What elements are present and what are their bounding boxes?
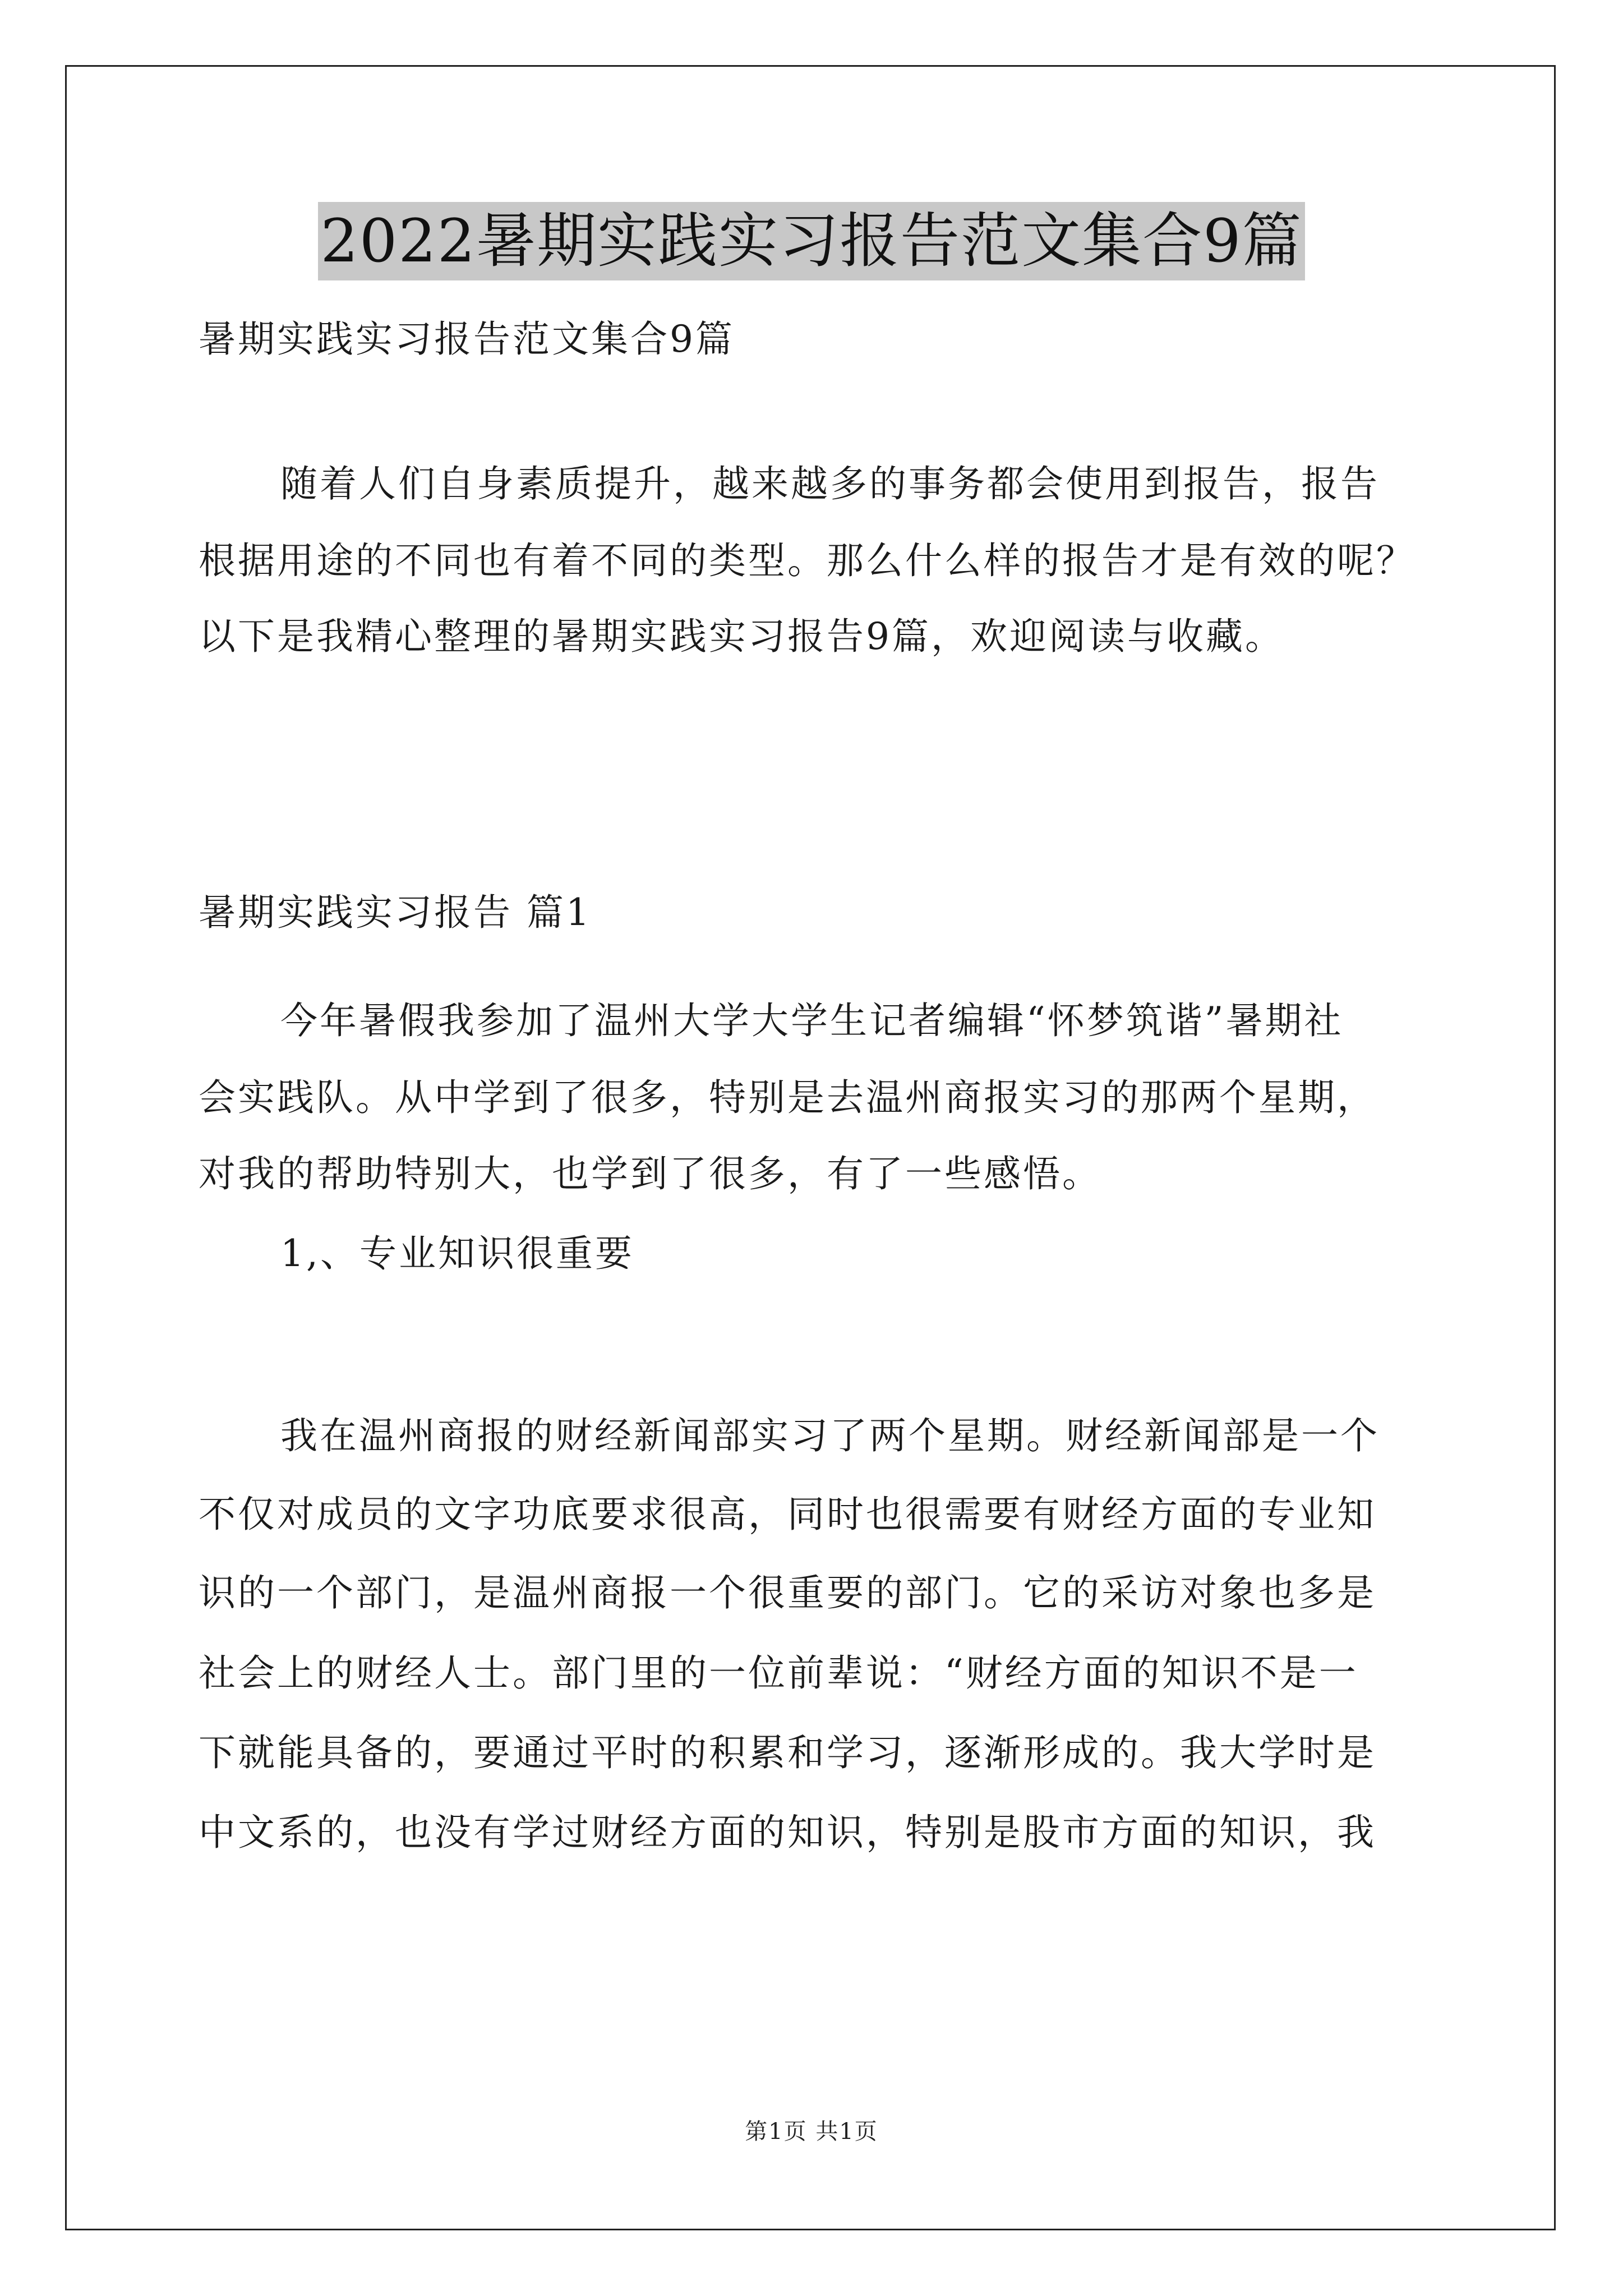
section-heading: 暑期实践实习报告 篇1 (199, 891, 592, 934)
section-line-1: 今年暑假我参加了温州大学大学生记者编辑“怀梦筑谐”暑期社 (280, 999, 1344, 1042)
point-line-5: 下就能具备的，要通过平时的积累和学习，逐渐形成的。我大学时是 (199, 1731, 1376, 1774)
intro-line-3: 以下是我精心整理的暑期实践实习报告9篇，欢迎阅读与收藏。 (199, 615, 1284, 658)
title-wrap (0, 202, 1623, 280)
point-line-2: 不仅对成员的文字功底要求很高，同时也很需要有财经方面的专业知 (199, 1493, 1376, 1536)
point-line-1: 我在温州商报的财经新闻部实习了两个星期。财经新闻部是一个 (280, 1414, 1380, 1457)
page-border (65, 65, 1556, 2230)
intro-line-1: 随着人们自身素质提升，越来越多的事务都会使用到报告，报告 (280, 462, 1380, 505)
document-subtitle: 暑期实践实习报告范文集合9篇 (199, 318, 735, 361)
page-footer: 第1页 共1页 (745, 2119, 878, 2145)
point-line-4: 社会上的财经人士。部门里的一位前辈说：“财经方面的知识不是一 (199, 1651, 1358, 1695)
section-line-3: 对我的帮助特别大，也学到了很多，有了一些感悟。 (199, 1152, 1101, 1195)
section-line-2: 会实践队。从中学到了很多，特别是去温州商报实习的那两个星期， (199, 1076, 1376, 1119)
point-line-3: 识的一个部门，是温州商报一个很重要的部门。它的采访对象也多是 (199, 1571, 1376, 1614)
point-heading: 1,、专业知识很重要 (280, 1232, 634, 1275)
intro-line-2: 根据用途的不同也有着不同的类型。那么什么样的报告才是有效的呢？ (199, 539, 1415, 582)
point-line-6: 中文系的，也没有学过财经方面的知识，特别是股市方面的知识，我 (199, 1811, 1376, 1854)
document-title: 2022暑期实践实习报告范文集合9篇 (318, 202, 1304, 280)
